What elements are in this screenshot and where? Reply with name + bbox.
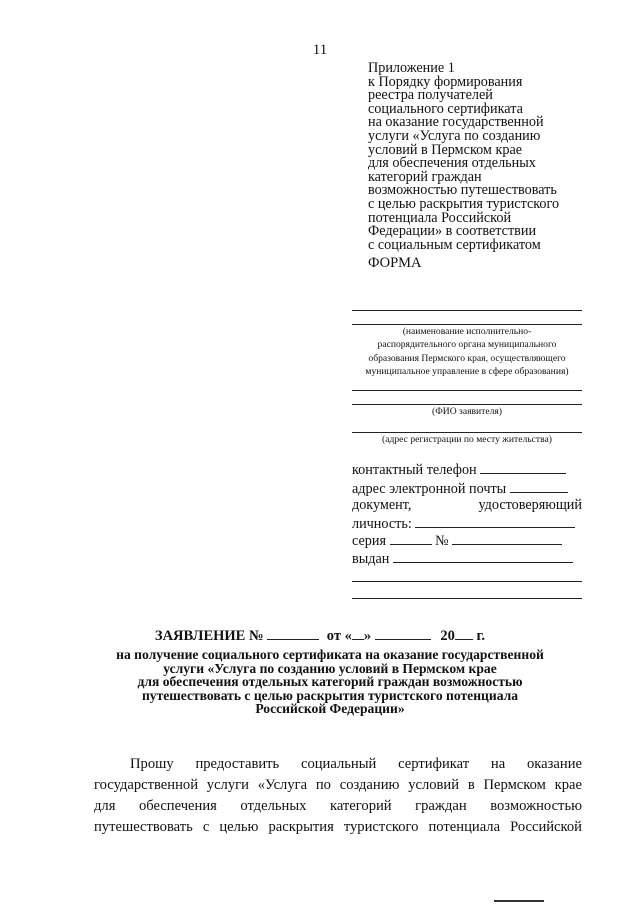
series-field xyxy=(352,532,562,550)
caption-line: муниципальное управление в сфере образования) xyxy=(365,366,569,378)
document-label-2: удостоверяющий xyxy=(478,497,582,513)
appendix-header xyxy=(368,62,618,252)
subtitle-line: для обеспечения отдельных категорий граждан возможностью xyxy=(137,674,523,690)
appendix-line: на оказание государственной xyxy=(368,114,544,131)
phone-label: контактный телефон xyxy=(352,462,477,478)
subtitle-line: услуги «Услуга по созданию условий в Пермском крае xyxy=(163,660,497,676)
appendix-line: услуги «Услуга по созданию xyxy=(368,127,541,144)
phone-input-line[interactable] xyxy=(480,461,566,474)
identity-label: личность: xyxy=(352,516,412,532)
document-label: документ, xyxy=(352,497,412,513)
year-line[interactable] xyxy=(455,628,473,640)
appendix-line: потенциала Российской xyxy=(368,209,512,226)
series-label: серия xyxy=(352,533,386,549)
appendix-line: для обеспечения отдельных xyxy=(368,155,536,172)
title-from: от « xyxy=(326,628,352,644)
appendix-line: возможностью путешествовать xyxy=(368,182,557,199)
subtitle-line: на получение социального сертификата на оказание государственной xyxy=(116,647,544,662)
body-line: для обеспечения отдельных категорий граждан возможностью xyxy=(94,798,582,814)
document-label-row xyxy=(352,497,582,514)
day-line[interactable] xyxy=(352,628,364,640)
number-input-line[interactable] xyxy=(452,532,562,545)
title-prefix: ЗАЯВЛЕНИЕ № xyxy=(154,628,264,644)
appendix-line: Приложение 1 xyxy=(368,60,455,76)
email-field xyxy=(352,480,568,498)
title-quote-close: » xyxy=(363,628,372,644)
forma-label: ФОРМА xyxy=(368,255,422,271)
appendix-line: реестра получателей xyxy=(368,87,493,104)
application-body xyxy=(94,754,582,838)
identity-input-line[interactable] xyxy=(415,515,575,528)
body-line: Прошу предоставить социальный сертификат на оказание xyxy=(130,756,582,772)
body-line: путешествовать с целью раскрытия туристского потенциала Российской xyxy=(94,819,582,835)
scan-artifact xyxy=(494,900,544,902)
appendix-line: с социальным сертификатом xyxy=(368,236,541,253)
application-title xyxy=(0,628,640,645)
appendix-line: Федерации» в соответствии xyxy=(368,223,537,240)
body-line: государственной услуги «Услуга по созданию условий в Пермском крае xyxy=(94,777,582,793)
month-line[interactable] xyxy=(375,628,431,640)
applicant-caption: (ФИО заявителя) xyxy=(432,406,502,417)
issued-label: выдан xyxy=(352,551,390,567)
application-subtitle xyxy=(80,648,580,716)
issued-field xyxy=(352,550,573,568)
caption-line: распорядительного органа муниципального xyxy=(377,339,557,351)
issued-input-line[interactable] xyxy=(393,550,573,563)
caption-line: образования Пермского края, осуществляющего xyxy=(368,352,566,364)
address-caption: (адрес регистрации по месту жительства) xyxy=(382,434,552,445)
issued-line-3[interactable] xyxy=(352,598,582,599)
recipient-caption xyxy=(352,325,582,379)
number-sign: № xyxy=(435,533,449,549)
recipient-line-1[interactable] xyxy=(352,310,582,311)
email-input-line[interactable] xyxy=(510,480,568,493)
appendix-line: с целью раскрытия туристского xyxy=(368,195,560,212)
appendix-line: к Порядку формирования xyxy=(368,73,523,90)
phone-field xyxy=(352,461,566,479)
title-year: 20 xyxy=(440,628,455,644)
appendix-line: социального сертификата xyxy=(368,100,523,117)
appendix-line: условий в Пермском крае xyxy=(368,141,523,158)
issued-line-2[interactable] xyxy=(352,581,582,582)
applicant-line-1[interactable] xyxy=(352,390,582,391)
caption-line: (наименование исполнительно- xyxy=(402,326,532,337)
application-number-line[interactable] xyxy=(267,628,319,640)
page-number: 11 xyxy=(312,42,328,58)
identity-field xyxy=(352,515,575,533)
subtitle-line: путешествовать с целью раскрытия туристского потенциала xyxy=(141,687,519,703)
series-input-line[interactable] xyxy=(390,532,432,545)
email-label: адрес электронной почты xyxy=(352,481,507,497)
title-year-suffix: г. xyxy=(476,628,486,644)
subtitle-line: Российской Федерации» xyxy=(255,701,405,717)
appendix-line: категорий граждан xyxy=(368,168,482,185)
